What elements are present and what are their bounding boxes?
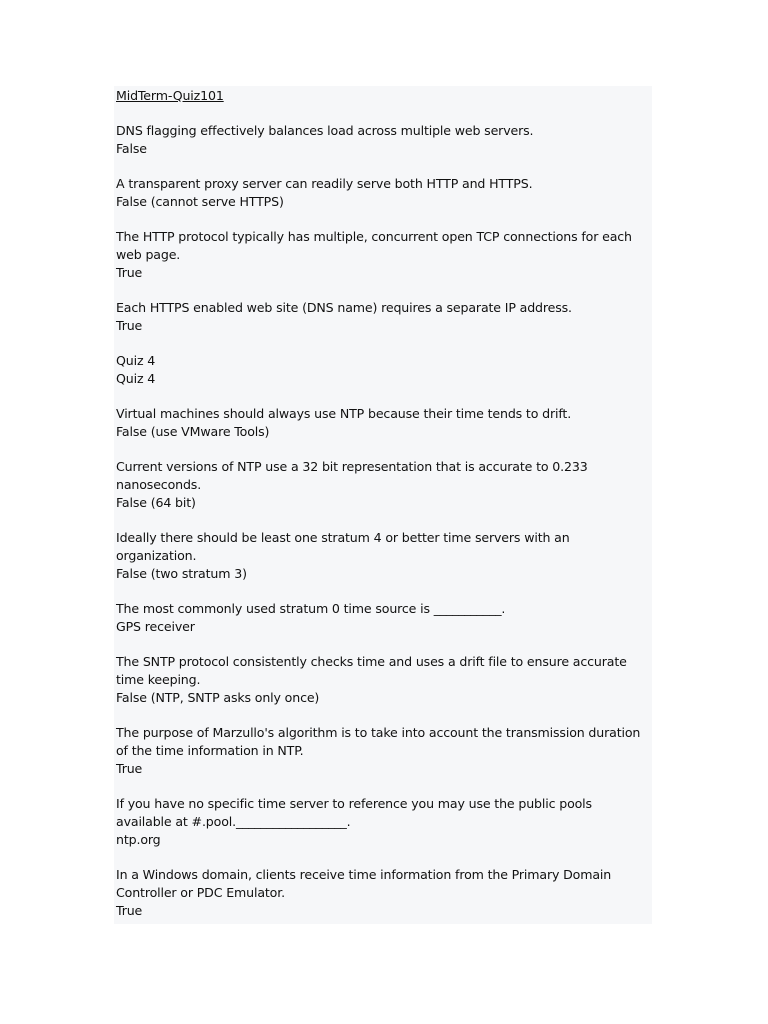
question-text: A transparent proxy server can readily serve both HTTP and HTTPS. (116, 176, 533, 191)
answer-text: True (116, 265, 143, 280)
question-text: The HTTP protocol typically has multiple, concurrent open TCP connections for each web page. (116, 229, 632, 262)
question-text: Ideally there should be least one stratum 4 or better time servers with an organization. (116, 530, 570, 563)
question-text: The SNTP protocol consistently checks time and uses a drift file to ensure accurate time keeping. (116, 654, 627, 687)
qa-item (116, 458, 650, 512)
qa-item (116, 175, 650, 211)
qa-item (116, 866, 650, 920)
answer-text: ntp.org (116, 832, 161, 847)
question-text: The purpose of Marzullo's algorithm is to take into account the transmission duration of the time information in NTP. (116, 725, 641, 758)
qa-item (116, 529, 650, 583)
answer-text: False (use VMware Tools) (116, 424, 270, 439)
document-title: MidTerm-Quiz101 (116, 88, 224, 103)
document-body (116, 87, 650, 920)
answer-text: True (116, 903, 143, 918)
question-text: In a Windows domain, clients receive time information from the Primary Domain Controller or PDC Emulator. (116, 867, 612, 900)
answer-text: Quiz 4 (116, 371, 156, 386)
qa-item (116, 122, 650, 158)
qa-item (116, 352, 650, 388)
qa-item (116, 299, 650, 335)
qa-item (116, 600, 650, 636)
question-text: Current versions of NTP use a 32 bit representation that is accurate to 0.233 nanoseconds. (116, 459, 588, 492)
answer-text: GPS receiver (116, 619, 195, 634)
qa-item (116, 653, 650, 707)
answer-text: False (NTP, SNTP asks only once) (116, 690, 320, 705)
answer-text: True (116, 761, 143, 776)
question-text: DNS flagging effectively balances load across multiple web servers. (116, 123, 534, 138)
question-text: The most commonly used stratum 0 time source is ___________. (116, 601, 506, 616)
question-text: Quiz 4 (116, 353, 156, 368)
qa-item (116, 724, 650, 778)
question-text: Virtual machines should always use NTP because their time tends to drift. (116, 406, 572, 421)
answer-text: False (116, 141, 147, 156)
question-text: Each HTTPS enabled web site (DNS name) requires a separate IP address. (116, 300, 572, 315)
qa-item (116, 405, 650, 441)
qa-item (116, 795, 650, 849)
answer-text: False (cannot serve HTTPS) (116, 194, 284, 209)
qa-item (116, 228, 650, 282)
answer-text: True (116, 318, 143, 333)
answer-text: False (64 bit) (116, 495, 196, 510)
answer-text: False (two stratum 3) (116, 566, 247, 581)
question-text: If you have no specific time server to reference you may use the public pools available at #.pool.__________________. (116, 796, 592, 829)
